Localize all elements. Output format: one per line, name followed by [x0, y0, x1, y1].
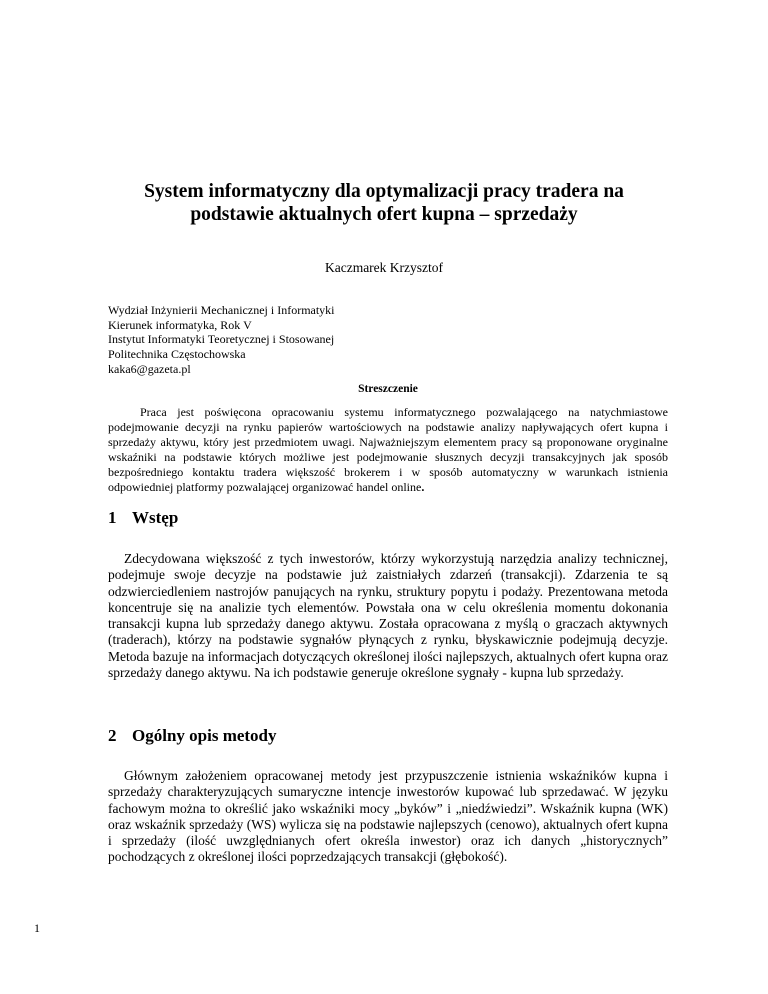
- abstract-heading: Streszczenie: [358, 383, 418, 395]
- abstract-end-mark: .: [421, 479, 425, 494]
- paper-title: [100, 180, 668, 226]
- section-number: 1: [108, 508, 117, 527]
- section-title: Wstęp: [132, 508, 179, 527]
- author-name: Kaczmarek Krzysztof: [324, 260, 444, 275]
- affiliation-institute: Instytut Informatyki Teoretycznej i Stosowanej: [108, 332, 335, 347]
- author-email: kaka6@gazeta.pl: [108, 361, 191, 376]
- section-heading-intro: [108, 508, 178, 528]
- affiliation-course: Kierunek informatyka, Rok V: [108, 317, 252, 332]
- section-paragraph-intro: Zdecydowana większość z tych inwestorów, którzy wykorzystują narzędzia analizy technicznej, podejmuje swoje decyzje na podstawie już zaistniałych zdarzeń (transakcji). Zdarzenia te są odzwierciedleniem nastrojów panujących na rynku, struktury popytu i podaży. Prezentowana metoda koncentruje się na analizie tych elementów. Powstała ona w celu określenia momentu dokonania transakcji kupna lub sprzedaży danego aktywu. Została opracowana z myślą o graczach aktywnych (traderach), którzy na podstawie sygnałów płynących z rynku, błyskawicznie podejmują decyzje. Metoda bazuje na informacjach dotyczących określonej ilości najlepszych, aktualnych ofert kupna oraz sprzedaży danego aktywu. Na ich podstawie generuje określone sygnały - kupna lub sprzedaży.: [108, 551, 668, 681]
- page-number: 1: [34, 921, 40, 935]
- abstract-body: Praca jest poświęcona opracowaniu systemu informatycznego pozwalającego na natychmiastowe podejmowanie decyzji na rynku papierów wartościowych na podstawie analizy napływających ofert kupna i sprzedaży aktywu, który jest przedmiotem uwagi. Najważniejszym elementem pracy są proponowane oryginalne wskaźniki na podstawie których możliwe jest podejmowanie słusznych decyzji transakcyjnych jak sposób bezpośredniego kontaktu tradera większość brokerem i w sposób automatyczny w warunkach istnienia odpowiedniej platformy pozwalającej organizować handel online: [108, 405, 668, 494]
- title-line-1: System informatyczny dla optymalizacji pracy tradera na: [144, 181, 624, 202]
- section-number: 2: [108, 726, 117, 745]
- title-line-2: podstawie aktualnych ofert kupna – sprzedaży: [190, 204, 578, 225]
- affiliation-faculty: Wydział Inżynierii Mechanicznej i Informatyki: [108, 303, 335, 317]
- section-paragraph-method: Głównym założeniem opracowanej metody jest przypuszczenie istnienia wskaźników kupna i sprzedaży charakteryzujących sumaryczne intencje inwestorów kupować lub sprzedawać. W języku fachowym można to określić jako wskaźniki mocy „byków” i „niedźwiedzi”. Wskaźnik kupna (WK) oraz wskaźnik sprzedaży (WS) wylicza się na podstawie najlepszych (cenowo), aktualnych ofert kupna i sprzedaży (ilość uwzględnianych ofert określa inwestor) oraz ich danych „historycznych” pochodzących z określonej ilości poprzedzających transakcji (głębokość).: [108, 768, 668, 865]
- abstract-text: [108, 405, 668, 494]
- section-title: Ogólny opis metody: [132, 726, 277, 745]
- affiliation-university: Politechnika Częstochowska: [108, 347, 246, 362]
- section-heading-method: [108, 726, 277, 746]
- affiliation-block: [108, 303, 668, 377]
